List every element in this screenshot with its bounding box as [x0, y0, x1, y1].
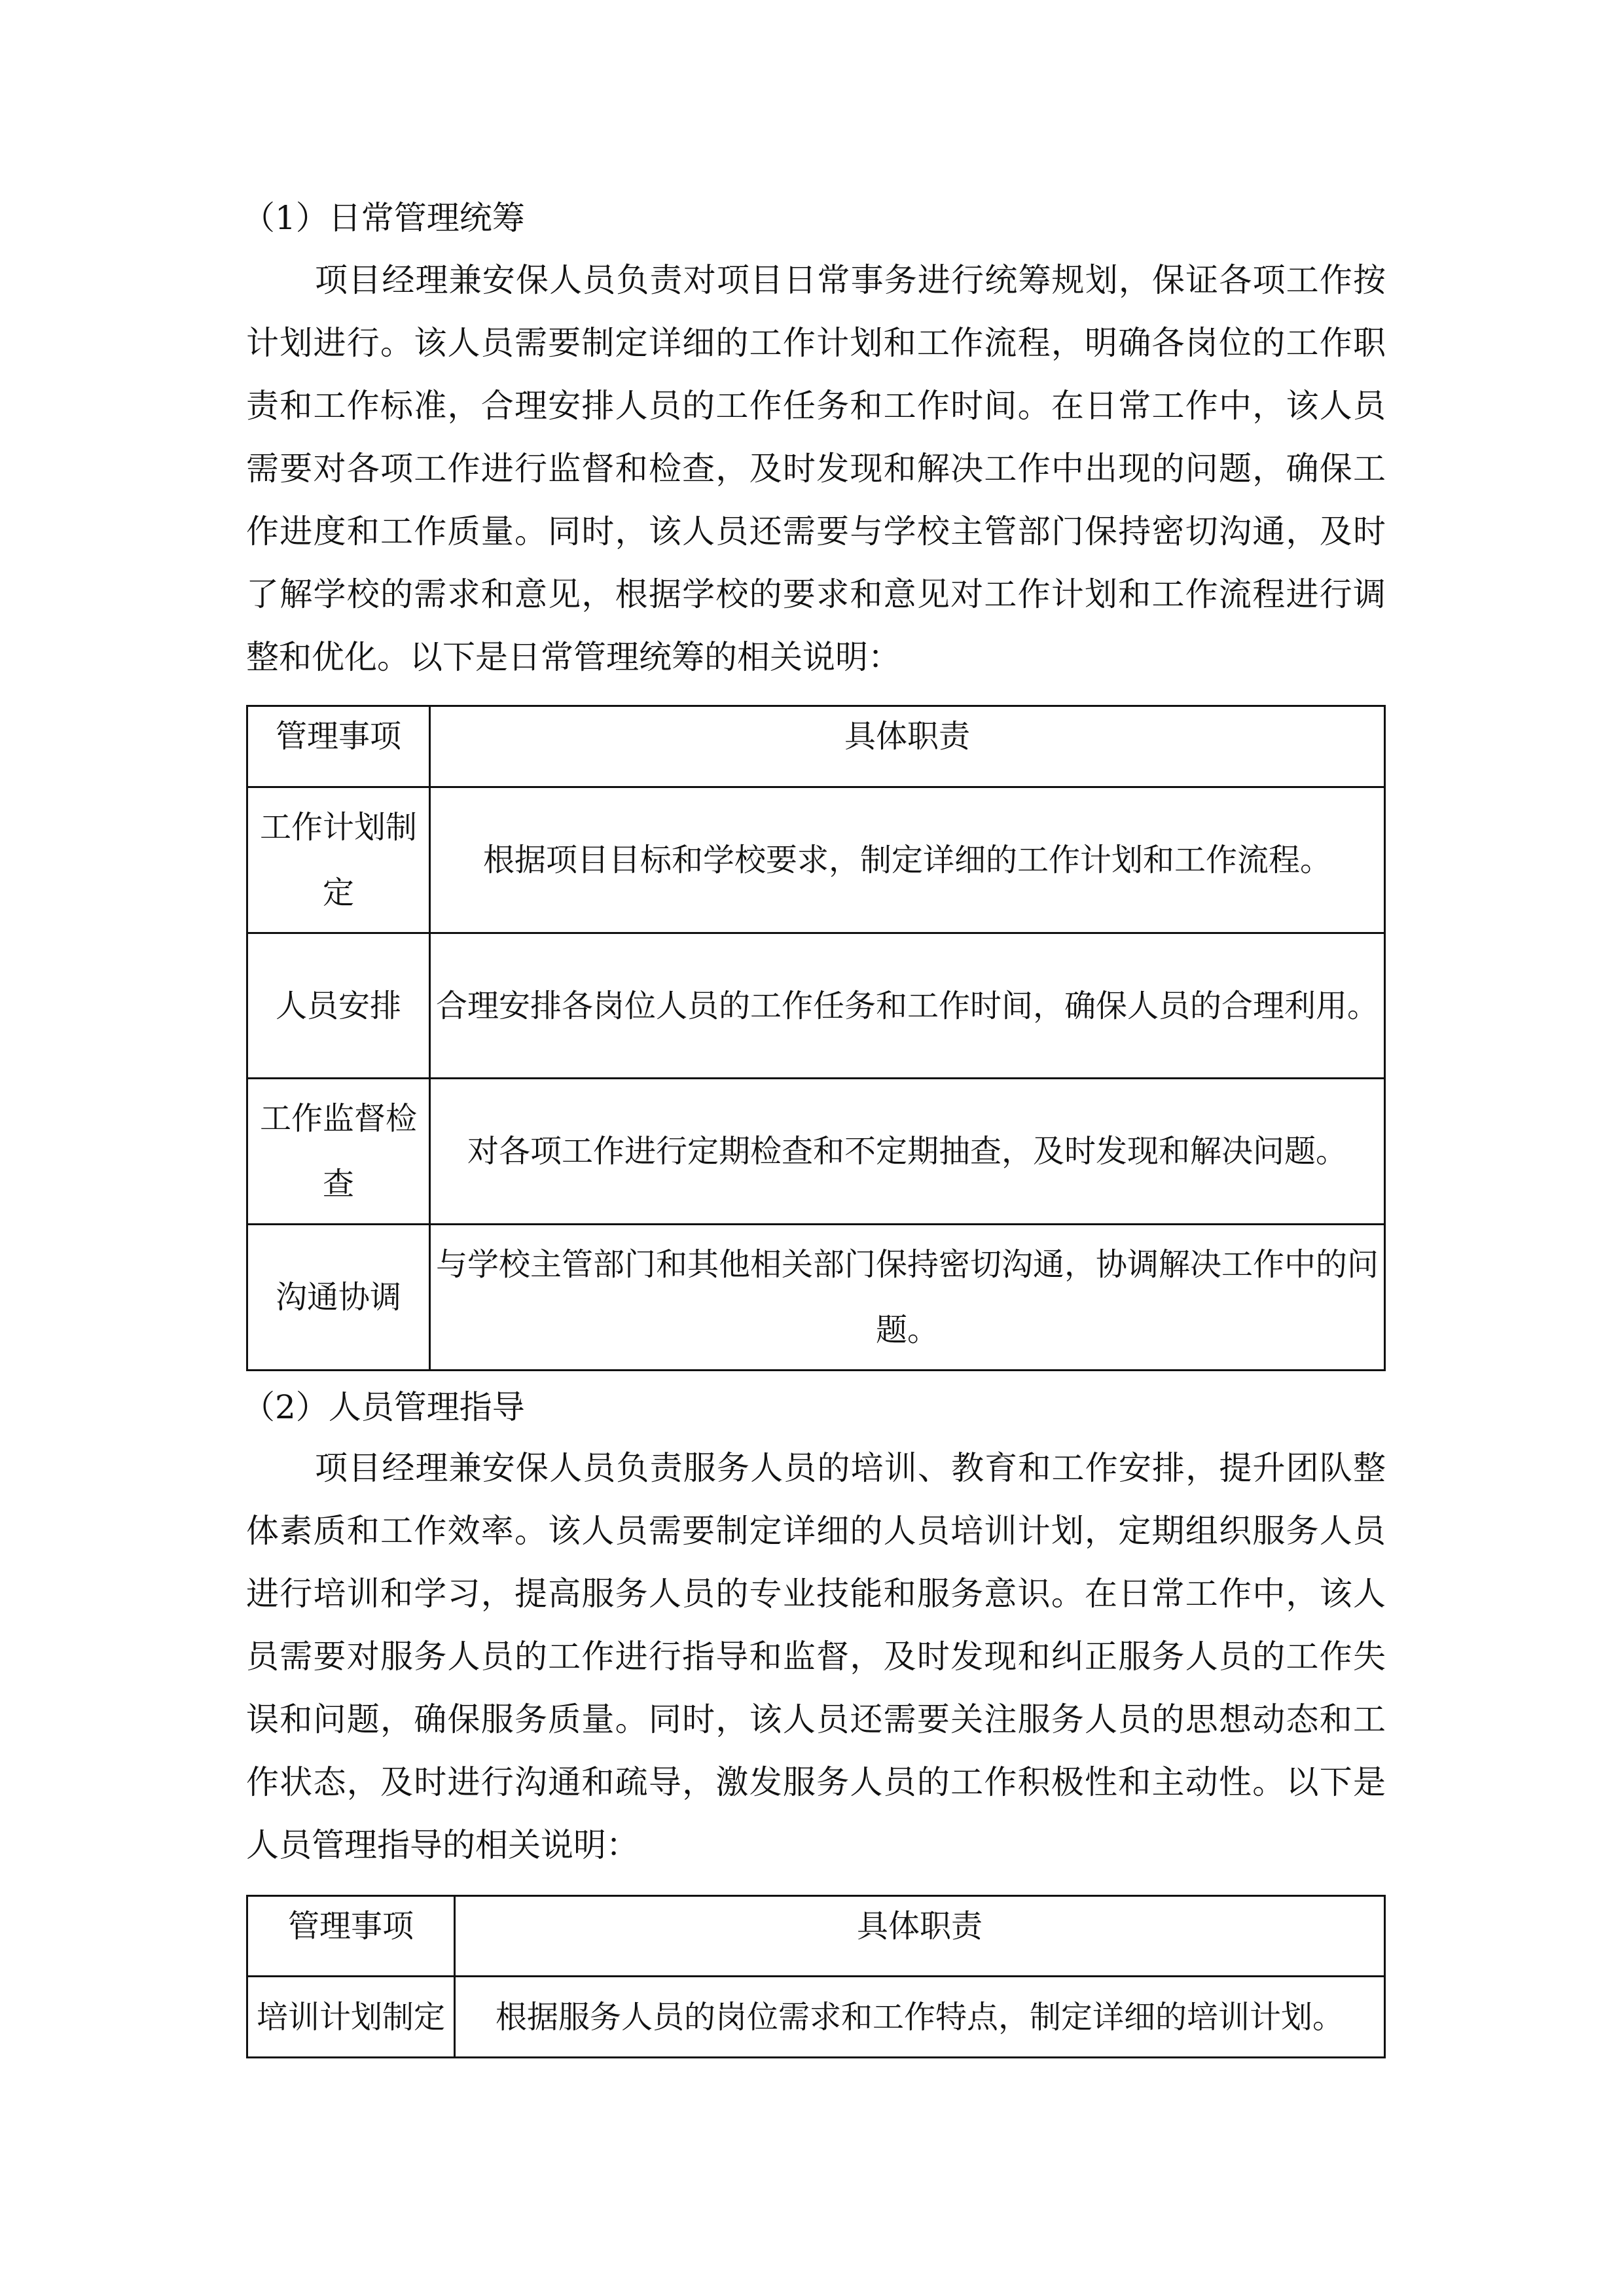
cell-duty: 与学校主管部门和其他相关部门保持密切沟通，协调解决工作中的问题。: [430, 1225, 1385, 1371]
table-row: [247, 1977, 1385, 2058]
paragraph-line: 责和工作标准，合理安排人员的工作任务和工作时间。在日常工作中，该人员: [246, 387, 1386, 425]
cell-duty: 根据项目目标和学校要求，制定详细的工作计划和工作流程。: [430, 787, 1385, 933]
section-2-paragraph: [246, 1437, 1386, 1876]
cell-item: 沟通协调: [247, 1225, 430, 1371]
staff-management-table: [246, 1895, 1386, 2058]
table-row: [247, 1079, 1385, 1225]
cell-item: 培训计划制定: [247, 1977, 455, 2058]
paragraph-line: 进行培训和学习，提高服务人员的专业技能和服务意识。在日常工作中，该人: [246, 1575, 1386, 1613]
header-duty: 具体职责: [430, 706, 1385, 787]
paragraph-line: 整和优化。以下是日常管理统筹的相关说明：: [246, 638, 901, 676]
paragraph-line: 需要对各项工作进行监督和检查，及时发现和解决工作中出现的问题，确保工: [246, 450, 1386, 488]
header-item: 管理事项: [247, 706, 430, 787]
table-row: [247, 787, 1385, 933]
cell-item: 人员安排: [247, 933, 430, 1079]
paragraph-line: 计划进行。该人员需要制定详细的工作计划和工作流程，明确各岗位的工作职: [246, 324, 1386, 362]
paragraph-line: 误和问题，确保服务质量。同时，该人员还需要关注服务人员的思想动态和工: [246, 1700, 1386, 1738]
paragraph-line: 项目经理兼安保人员负责服务人员的培训、教育和工作安排，提升团队整: [315, 1449, 1386, 1487]
section-2-heading: （2）人员管理指导: [242, 1388, 525, 1426]
cell-duty: 合理安排各岗位人员的工作任务和工作时间，确保人员的合理利用。: [430, 933, 1385, 1079]
paragraph-line: 项目经理兼安保人员负责对项目日常事务进行统筹规划，保证各项工作按: [315, 261, 1386, 299]
table-header-row: [247, 1896, 1385, 1977]
daily-management-table: [246, 705, 1386, 1371]
paragraph-line: 作进度和工作质量。同时，该人员还需要与学校主管部门保持密切沟通，及时: [246, 512, 1386, 550]
cell-duty: 根据服务人员的岗位需求和工作特点，制定详细的培训计划。: [455, 1977, 1385, 2058]
table-header-row: [247, 706, 1385, 787]
paragraph-line: 体素质和工作效率。该人员需要制定详细的人员培训计划，定期组织服务人员: [246, 1512, 1386, 1550]
section-1-paragraph: [246, 249, 1386, 689]
paragraph-line: 作状态，及时进行沟通和疏导，激发服务人员的工作积极性和主动性。以下是: [246, 1763, 1386, 1801]
table-row: [247, 1225, 1385, 1371]
table-row: [247, 933, 1385, 1079]
cell-duty: 对各项工作进行定期检查和不定期抽查，及时发现和解决问题。: [430, 1079, 1385, 1225]
section-1-heading: （1）日常管理统筹: [242, 199, 525, 237]
header-item: 管理事项: [247, 1896, 455, 1977]
header-duty: 具体职责: [455, 1896, 1385, 1977]
paragraph-line: 人员管理指导的相关说明：: [246, 1826, 639, 1864]
paragraph-line: 员需要对服务人员的工作进行指导和监督，及时发现和纠正服务人员的工作失: [246, 1638, 1386, 1676]
cell-item: 工作监督检查: [247, 1079, 430, 1225]
cell-item: 工作计划制定: [247, 787, 430, 933]
paragraph-line: 了解学校的需求和意见，根据学校的要求和意见对工作计划和工作流程进行调: [246, 575, 1386, 613]
